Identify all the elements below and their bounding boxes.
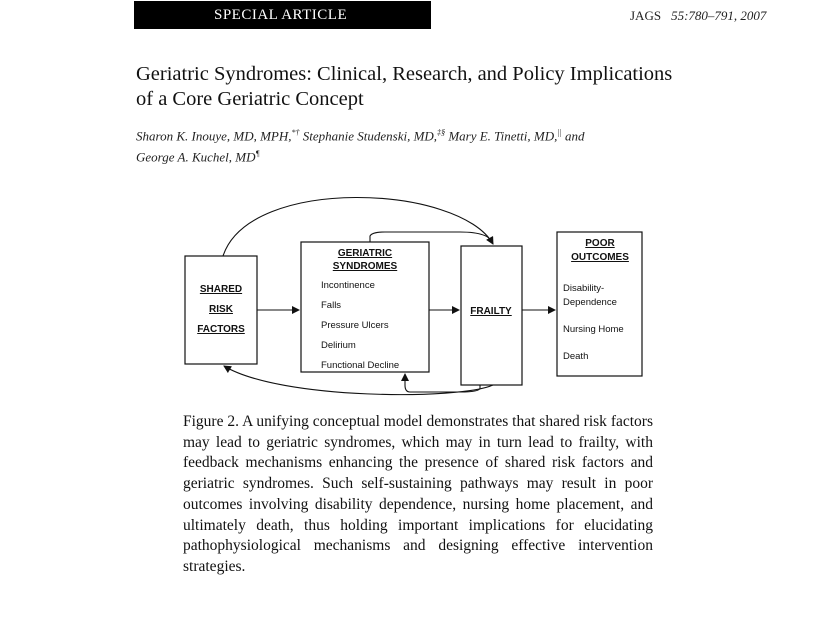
syndrome-item: Delirium (321, 340, 356, 351)
author-affiliation-mark: || (557, 128, 562, 137)
author-name: Stephanie Studenski, MD, (302, 128, 438, 144)
author-name: Sharon K. Inouye, MD, MPH, (136, 128, 292, 144)
figure-caption-text: A unifying conceptual model demonstrates that shared risk factors may lead to geriatric syndromes, which may in turn lead to frailty, with feedback mechanisms enhancing the presence of shared risk factors and geriatric syndromes. Such self-sustaining pathways may result in poor outcomes involving disability dependence, nursing home placement, and ultimately death, thus holding important implications for elucidating pathophysiological mechanisms and designing effective intervention strategies. (183, 413, 654, 575)
outcome-item: Dependence (563, 297, 617, 308)
shared-risk-label-3: FACTORS (197, 324, 245, 335)
syndrome-item: Functional Decline (321, 360, 400, 371)
author-conjunction: and (565, 128, 585, 144)
author-list (136, 124, 756, 167)
article-type-banner: SPECIAL ARTICLE (134, 1, 431, 29)
frailty-label: FRAILTY (470, 306, 512, 317)
figure-caption-label: Figure 2. (183, 413, 240, 430)
syndromes-heading-2: SYNDROMES (332, 261, 398, 272)
article-title (136, 62, 776, 112)
figure-diagram (160, 190, 660, 400)
journal-name: JAGS (630, 8, 662, 23)
article-title-line2: of a Core Geriatric Concept (136, 88, 364, 110)
syndrome-item: Falls (321, 300, 342, 311)
syndromes-heading-1: GERIATRIC (337, 248, 393, 259)
shared-risk-label-1: SHARED (199, 284, 243, 295)
author-affiliation-mark: ¶ (255, 149, 260, 159)
article-title-line1: Geriatric Syndromes: Clinical, Research, and Policy Implications (136, 63, 673, 85)
outcomes-heading-1: POOR (585, 238, 615, 249)
figure-caption (183, 412, 653, 578)
author-affiliation-mark: *† (291, 128, 300, 137)
author-name: Mary E. Tinetti, MD, (448, 128, 558, 144)
author-name: George A. Kuchel, MD (136, 149, 256, 165)
journal-volume: 55:780–791, 2007 (671, 8, 767, 23)
shared-risk-label-2: RISK (209, 304, 233, 315)
author-affiliation-mark: ‡§ (437, 128, 446, 137)
journal-citation (630, 8, 766, 24)
outcome-item: Death (563, 351, 589, 362)
outcomes-heading-2: OUTCOMES (571, 252, 629, 263)
outcome-item: Nursing Home (563, 324, 624, 335)
outcome-item: Disability- (563, 283, 605, 294)
conceptual-model-figure (160, 190, 660, 400)
syndrome-item: Pressure Ulcers (321, 320, 389, 331)
syndrome-item: Incontinence (321, 280, 375, 291)
